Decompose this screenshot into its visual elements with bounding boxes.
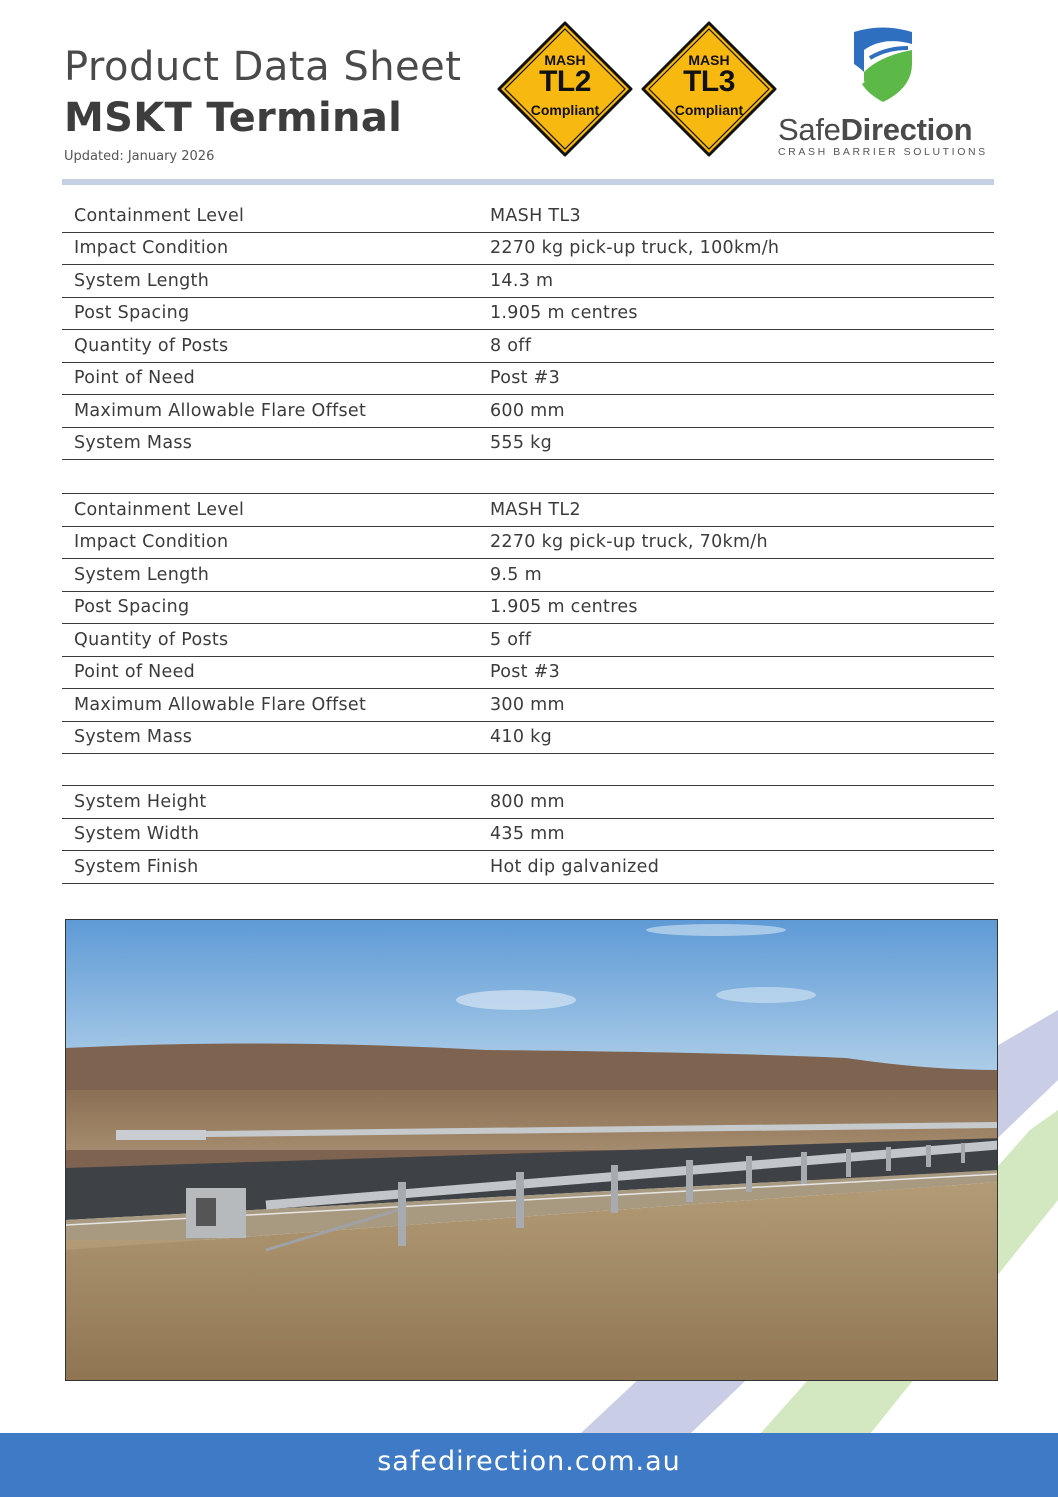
spec-value: 9.5 m: [490, 564, 542, 585]
badge-level-label: TL2: [539, 65, 591, 98]
table-row: [62, 592, 994, 625]
spec-label: Containment Level: [74, 205, 245, 226]
table-row: [62, 428, 994, 461]
spec-label: Maximum Allowable Flare Offset: [74, 400, 367, 421]
spec-label: System Mass: [74, 727, 193, 748]
badge-level-label: TL3: [683, 65, 735, 98]
spec-value: 2270 kg pick-up truck, 70km/h: [490, 532, 768, 553]
spec-value: Post #3: [490, 662, 561, 683]
badge-compliant-label: Compliant: [530, 102, 600, 118]
spec-label: Post Spacing: [74, 303, 190, 324]
table-row: [62, 657, 994, 690]
spec-value: 600 mm: [490, 400, 565, 421]
table-row: [62, 527, 994, 560]
mash-tl2-badge: [496, 20, 634, 158]
brand-word-regular: Safe: [778, 112, 841, 147]
tl3-spec-table: [62, 200, 994, 460]
general-spec-table: [62, 785, 994, 884]
spec-label: Point of Need: [74, 368, 196, 389]
table-row: [62, 298, 994, 331]
spec-value: 800 mm: [490, 791, 565, 812]
product-photo: [65, 919, 998, 1381]
spec-value: MASH TL2: [490, 499, 581, 520]
table-row: [62, 851, 994, 884]
brand-tagline: CRASH BARRIER SOLUTIONS: [778, 146, 988, 158]
spec-value: 5 off: [490, 629, 532, 650]
table-row: [62, 786, 994, 819]
spec-label: Impact Condition: [74, 532, 229, 553]
spec-label: System Length: [74, 564, 210, 585]
spec-value: Hot dip galvanized: [490, 856, 660, 877]
table-row: [62, 363, 994, 396]
spec-value: Post #3: [490, 368, 561, 389]
table-row: [62, 494, 994, 527]
updated-date: Updated: January 2026: [64, 149, 215, 164]
table-row: [62, 819, 994, 852]
spec-value: 1.905 m centres: [490, 303, 638, 324]
brand-wordmark: [778, 112, 972, 148]
spec-label: System Height: [74, 791, 207, 812]
page-title-light: Product Data Sheet: [64, 44, 462, 90]
spec-label: System Mass: [74, 433, 193, 454]
spec-value: 2270 kg pick-up truck, 100km/h: [490, 238, 780, 259]
spec-value: MASH TL3: [490, 205, 581, 226]
badge-compliant-label: Compliant: [674, 102, 744, 118]
page-title-product: MSKT Terminal: [64, 95, 403, 141]
table-row: [62, 330, 994, 363]
spec-value: 14.3 m: [490, 270, 554, 291]
spec-label: System Width: [74, 824, 200, 845]
table-row: [62, 689, 994, 722]
spec-label: System Finish: [74, 856, 199, 877]
spec-value: 1.905 m centres: [490, 597, 638, 618]
spec-value: 410 kg: [490, 727, 553, 748]
table-row: [62, 395, 994, 428]
table-row: [62, 233, 994, 266]
mash-tl3-badge: [640, 20, 778, 158]
tl2-spec-table: [62, 493, 994, 754]
badge-mash-label: MASH: [544, 52, 586, 68]
spec-label: Quantity of Posts: [74, 629, 229, 650]
spec-label: Containment Level: [74, 499, 245, 520]
spec-value: 555 kg: [490, 433, 553, 454]
spec-label: Impact Condition: [74, 238, 229, 259]
table-row: [62, 624, 994, 657]
spec-label: Quantity of Posts: [74, 335, 229, 356]
table-row: [62, 559, 994, 592]
spec-value: 300 mm: [490, 694, 565, 715]
spec-label: Post Spacing: [74, 597, 190, 618]
header-divider: [62, 179, 994, 185]
spec-value: 435 mm: [490, 824, 565, 845]
footer-url-link[interactable]: safedirection.com.au: [377, 1446, 681, 1477]
spec-label: System Length: [74, 270, 210, 291]
table-row: [62, 200, 994, 233]
shield-icon: [850, 26, 916, 104]
spec-value: 8 off: [490, 335, 532, 356]
spec-label: Point of Need: [74, 662, 196, 683]
brand-word-bold: Direction: [840, 112, 973, 147]
table-row: [62, 722, 994, 755]
spec-label: Maximum Allowable Flare Offset: [74, 694, 367, 715]
table-row: [62, 265, 994, 298]
badge-mash-label: MASH: [688, 52, 730, 68]
